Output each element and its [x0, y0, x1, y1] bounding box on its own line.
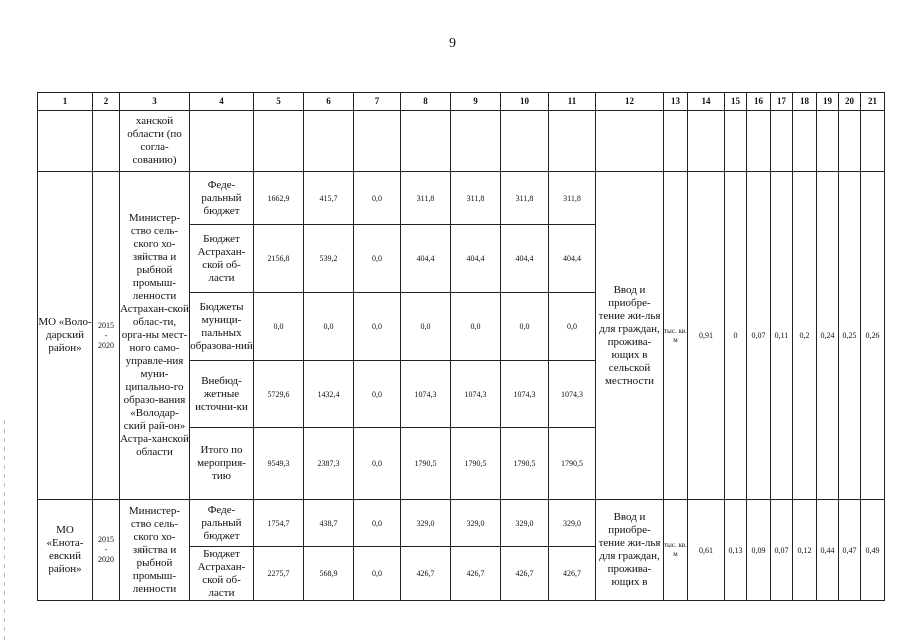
amount-cell: 311,8: [401, 172, 451, 225]
funding-source-cell: Феде-ральный бюджет: [190, 172, 254, 225]
amount-cell: 568,9: [304, 547, 354, 601]
years-cell: [93, 172, 120, 500]
target-value-cell: 0,07: [771, 500, 793, 601]
years-cell: [93, 500, 120, 601]
year-part: 2020: [98, 555, 114, 564]
continuation-row: [38, 111, 885, 172]
amount-cell: 404,4: [501, 225, 549, 293]
column-number: 20: [839, 93, 861, 111]
target-value-cell: 0,61: [688, 500, 725, 601]
amount-cell: 0,0: [354, 428, 401, 500]
amount-cell: 0,0: [549, 293, 596, 361]
amount-cell: 0,0: [501, 293, 549, 361]
municipality-cell: МО «Воло-дарский район»: [38, 172, 93, 500]
amount-cell: 0,0: [354, 361, 401, 428]
amount-cell: 426,7: [549, 547, 596, 601]
amount-cell: 404,4: [549, 225, 596, 293]
amount-cell: 1790,5: [451, 428, 501, 500]
amount-cell: 0,0: [354, 293, 401, 361]
target-value-cell: 0,25: [839, 172, 861, 500]
target-value-cell: 0,49: [861, 500, 885, 601]
target-value-cell: 0,09: [747, 500, 771, 601]
year-part: 2020: [98, 340, 114, 350]
amount-cell: 404,4: [451, 225, 501, 293]
header-row: [38, 93, 885, 111]
amount-cell: 1790,5: [549, 428, 596, 500]
funding-source-cell: Бюджеты муници-пальных образова-ний: [190, 293, 254, 361]
amount-cell: 0,0: [354, 547, 401, 601]
amount-cell: 0,0: [354, 172, 401, 225]
amount-cell: 1074,3: [501, 361, 549, 428]
column-number: 9: [451, 93, 501, 111]
year-part: 2015: [98, 535, 114, 544]
amount-cell: 426,7: [501, 547, 549, 601]
amount-cell: 426,7: [451, 547, 501, 601]
funding-source-cell: Бюджет Астрахан-ской об-ласти: [190, 225, 254, 293]
amount-cell: 1074,3: [451, 361, 501, 428]
target-value-cell: 0,2: [793, 172, 817, 500]
indicator-cell: Ввод и приобре-тение жи-лья для граждан, прожива-ющих в сельской местности: [596, 172, 664, 500]
amount-cell: 438,7: [304, 500, 354, 547]
amount-cell: 9549,3: [254, 428, 304, 500]
amount-cell: 539,2: [304, 225, 354, 293]
column-number: 8: [401, 93, 451, 111]
column-number: 18: [793, 93, 817, 111]
amount-cell: 311,8: [501, 172, 549, 225]
column-number: 11: [549, 93, 596, 111]
column-number: 7: [354, 93, 401, 111]
amount-cell: 426,7: [401, 547, 451, 601]
table-row: [38, 172, 885, 225]
amount-cell: 0,0: [354, 225, 401, 293]
column-number: 1: [38, 93, 93, 111]
amount-cell: 1432,4: [304, 361, 354, 428]
target-value-cell: 0,13: [725, 500, 747, 601]
amount-cell: 2275,7: [254, 547, 304, 601]
executor-continuation: ханской области (по согла-сованию): [120, 111, 190, 172]
column-number: 4: [190, 93, 254, 111]
year-part: -: [104, 545, 108, 554]
target-value-cell: 0,26: [861, 172, 885, 500]
table-row: [38, 500, 885, 547]
column-number: 5: [254, 93, 304, 111]
target-value-cell: 0,47: [839, 500, 861, 601]
funding-source-cell: Внебюд-жетные источни-ки: [190, 361, 254, 428]
year-part: 2015: [98, 320, 114, 330]
amount-cell: 329,0: [451, 500, 501, 547]
scan-edge-artifact: [4, 420, 5, 640]
column-number: 21: [861, 93, 885, 111]
column-number: 10: [501, 93, 549, 111]
amount-cell: 329,0: [501, 500, 549, 547]
column-number: 2: [93, 93, 120, 111]
target-value-cell: 0,07: [747, 172, 771, 500]
column-number: 16: [747, 93, 771, 111]
column-number: 13: [664, 93, 688, 111]
amount-cell: 0,0: [354, 500, 401, 547]
target-value-cell: 0,12: [793, 500, 817, 601]
amount-cell: 1662,9: [254, 172, 304, 225]
column-number: 12: [596, 93, 664, 111]
funding-source-cell: Бюджет Астрахан-ской об-ласти: [190, 547, 254, 601]
amount-cell: 0,0: [254, 293, 304, 361]
amount-cell: 2387,3: [304, 428, 354, 500]
column-number: 15: [725, 93, 747, 111]
year-part: -: [104, 330, 108, 340]
amount-cell: 2156,8: [254, 225, 304, 293]
indicator-cell: Ввод и приобре-тение жи-лья для граждан, прожива-ющих в: [596, 500, 664, 601]
unit-cell: тыс. кв. м: [664, 500, 688, 601]
unit-cell: тыс. кв. м: [664, 172, 688, 500]
amount-cell: 1790,5: [401, 428, 451, 500]
target-value-cell: 0,91: [688, 172, 725, 500]
amount-cell: 1074,3: [401, 361, 451, 428]
amount-cell: 0,0: [451, 293, 501, 361]
amount-cell: 311,8: [549, 172, 596, 225]
amount-cell: 329,0: [549, 500, 596, 547]
amount-cell: 329,0: [401, 500, 451, 547]
page-number: 9: [449, 36, 456, 51]
column-number: 19: [817, 93, 839, 111]
amount-cell: 404,4: [401, 225, 451, 293]
amount-cell: 1790,5: [501, 428, 549, 500]
column-number: 6: [304, 93, 354, 111]
target-value-cell: 0: [725, 172, 747, 500]
amount-cell: 311,8: [451, 172, 501, 225]
funding-source-cell: Феде-ральный бюджет: [190, 500, 254, 547]
column-number: 17: [771, 93, 793, 111]
executor-cell: Министер-ство сель-ского хо-зяйства и рыбной промыш-ленности Астрахан-ской облас-ти, орга-ны мест-ного само-управле-ния муни-ципально-го образо-вания «Володар-ский рай-он» Астра-ханской области: [120, 172, 190, 500]
funding-source-cell: Итого по мероприя-тию: [190, 428, 254, 500]
amount-cell: 0,0: [401, 293, 451, 361]
amount-cell: 1074,3: [549, 361, 596, 428]
amount-cell: 0,0: [304, 293, 354, 361]
target-value-cell: 0,44: [817, 500, 839, 601]
amount-cell: 5729,6: [254, 361, 304, 428]
municipality-cell: МО «Енота-евский район»: [38, 500, 93, 601]
amount-cell: 1754,7: [254, 500, 304, 547]
executor-cell: Министер-ство сель-ского хо-зяйства и рыбной промыш-ленности: [120, 500, 190, 601]
target-value-cell: 0,11: [771, 172, 793, 500]
column-number: 3: [120, 93, 190, 111]
column-number: 14: [688, 93, 725, 111]
target-value-cell: 0,24: [817, 172, 839, 500]
program-table: [37, 92, 885, 601]
amount-cell: 415,7: [304, 172, 354, 225]
